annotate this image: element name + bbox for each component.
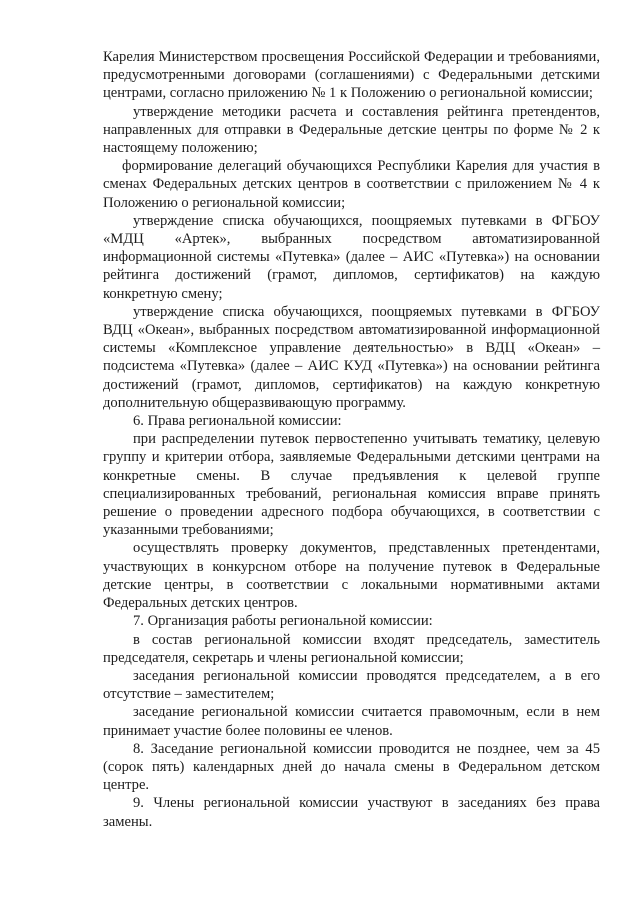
document-page	[103, 48, 600, 831]
paragraph-continuation: Карелия Министерством просвещения Российской Федерации и требованиями, предусмотренными договорами (соглашениями) с Федеральными детскими центрами, согласно приложению № 1 к Положению о региональной комиссии;	[103, 49, 600, 102]
section-heading-rights: 6. Права региональной комиссии:	[133, 413, 342, 430]
paragraph-meetings: заседания региональной комиссии проводятся председателем, а в его отсутствие – заместителем;	[103, 667, 600, 703]
section-heading-organization: 7. Организация работы региональной комиссии:	[133, 613, 433, 630]
paragraph-composition: в состав региональной комиссии входят председатель, заместитель председателя, секретарь и члены региональной комиссии;	[103, 631, 600, 666]
paragraph-artek-list: утверждение списка обучающихся, поощряемых путевками в ФГБОУ «МДЦ «Артек», выбранных посредством автоматизированной информационной системы «Путевка» (далее – АИС «Путевка») на основании рейтинга достижений (грамот, дипломов, сертификатов) на каждую конкретную смену;	[103, 212, 600, 302]
paragraph-meeting-deadline: 8. Заседание региональной комиссии проводится не позднее, чем за 45 (сорок пять) календарных дней до начала смены в Федеральном детском центре.	[103, 740, 600, 794]
paragraph-okean-list: утверждение списка обучающихся, поощряемых путевками в ФГБОУ ВДЦ «Океан», выбранных посредством автоматизированной информационной системы «Комплексное управление деятельностью» в ВДЦ «Океан» – подсистема «Путевка» (далее – АИС КУД «Путевка») на основании рейтинга достижений (грамот, дипломов, сертификатов) на каждую конкретную дополнительную общеразвивающую программу.	[103, 303, 600, 411]
paragraph-distribution: при распределении путевок первостепенно учитывать тематику, целевую группу и критерии отбора, заявляемые Федеральными детскими центрами на конкретные смены. В случае предъявления к целевой группе специализированных требований, региональная комиссия вправе принять решение о проведении адресного подбора обучающихся, в соответствии с указанными требованиями;	[103, 431, 600, 539]
paragraph-quorum: заседание региональной комиссии считается правомочным, если в нем принимает участие более половины ее членов.	[103, 704, 600, 739]
paragraph-document-check: осуществлять проверку документов, представленных претендентами, участвующих в конкурсном отборе на получение путевок в Федеральные детские центры, в соответствии с локальными нормативными актами Федеральных детских центров.	[103, 540, 600, 612]
paragraph-rating-methodology: утверждение методики расчета и составления рейтинга претендентов, направленных для отправки в Федеральные детские центры по форме № 2 к настоящему положению;	[103, 103, 600, 157]
paragraph-delegations: формирование делегаций обучающихся Республики Карелия для участия в сменах Федеральных детских центров в соответствии с приложением № 4 к Положению о региональной комиссии;	[103, 158, 600, 211]
paragraph-members-no-replacement: 9. Члены региональной комиссии участвуют в заседаниях без права замены.	[103, 795, 600, 830]
